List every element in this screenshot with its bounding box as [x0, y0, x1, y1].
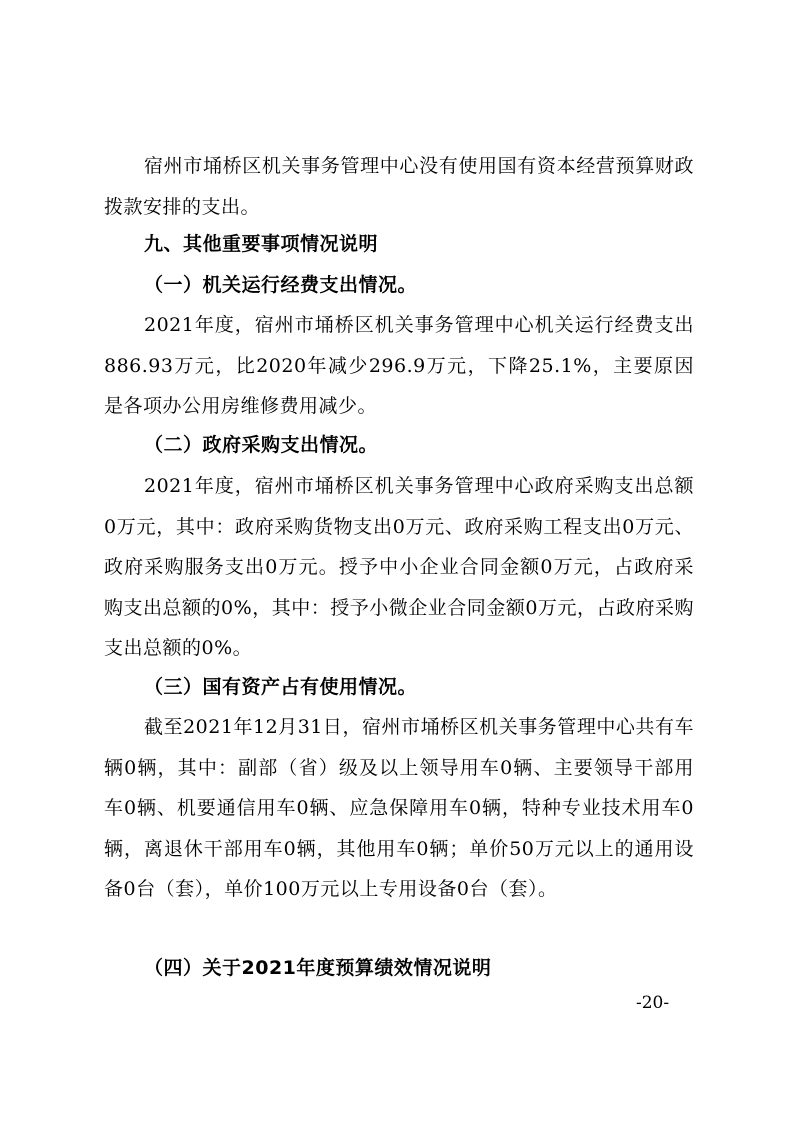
subheading-government-procurement: （二）政府采购支出情况。: [144, 434, 379, 456]
paragraph-operating-expenses: 2021年度，宿州市埇桥区机关事务管理中心机关运行经费支出886.93万元，比2020年减少296.9万元，下降25.1%，主要原因是各项办公用房维修费用减少。: [104, 314, 694, 417]
subheading-operating-expenses: （一）机关运行经费支出情况。: [144, 274, 418, 296]
section-heading-other-matters: 九、其他重要事项情况说明: [144, 233, 379, 255]
paragraph-capital-budget-note: 宿州市埇桥区机关事务管理中心没有使用国有资本经营预算财政拨款安排的支出。: [104, 155, 694, 218]
paragraph-government-procurement: 2021年度，宿州市埇桥区机关事务管理中心政府采购支出总额0万元，其中：政府采购货物支出0万元、政府采购工程支出0万元、政府采购服务支出0万元。授予中小企业合同金额0万元，占政府采购支出总额的0%，其中：授予小微企业合同金额0万元，占政府采购支出总额的0%。: [104, 475, 694, 659]
paragraph-state-assets: 截至2021年12月31日，宿州市埇桥区机关事务管理中心共有车辆0辆，其中：副部（省）级及以上领导用车0辆、主要领导干部用车0辆、机要通信用车0辆、应急保障用车0辆，特种专业技术用车0辆，离退休干部用车0辆，其他用车0辆；单价50万元以上的通用设备0台（套），单价100万元以上专用设备0台（套）。: [104, 716, 694, 900]
subheading-state-assets: （三）国有资产占有使用情况。: [144, 676, 418, 698]
page-number: -20-: [636, 993, 670, 1013]
subheading-budget-performance: （四）关于2021年度预算绩效情况说明: [144, 957, 492, 979]
